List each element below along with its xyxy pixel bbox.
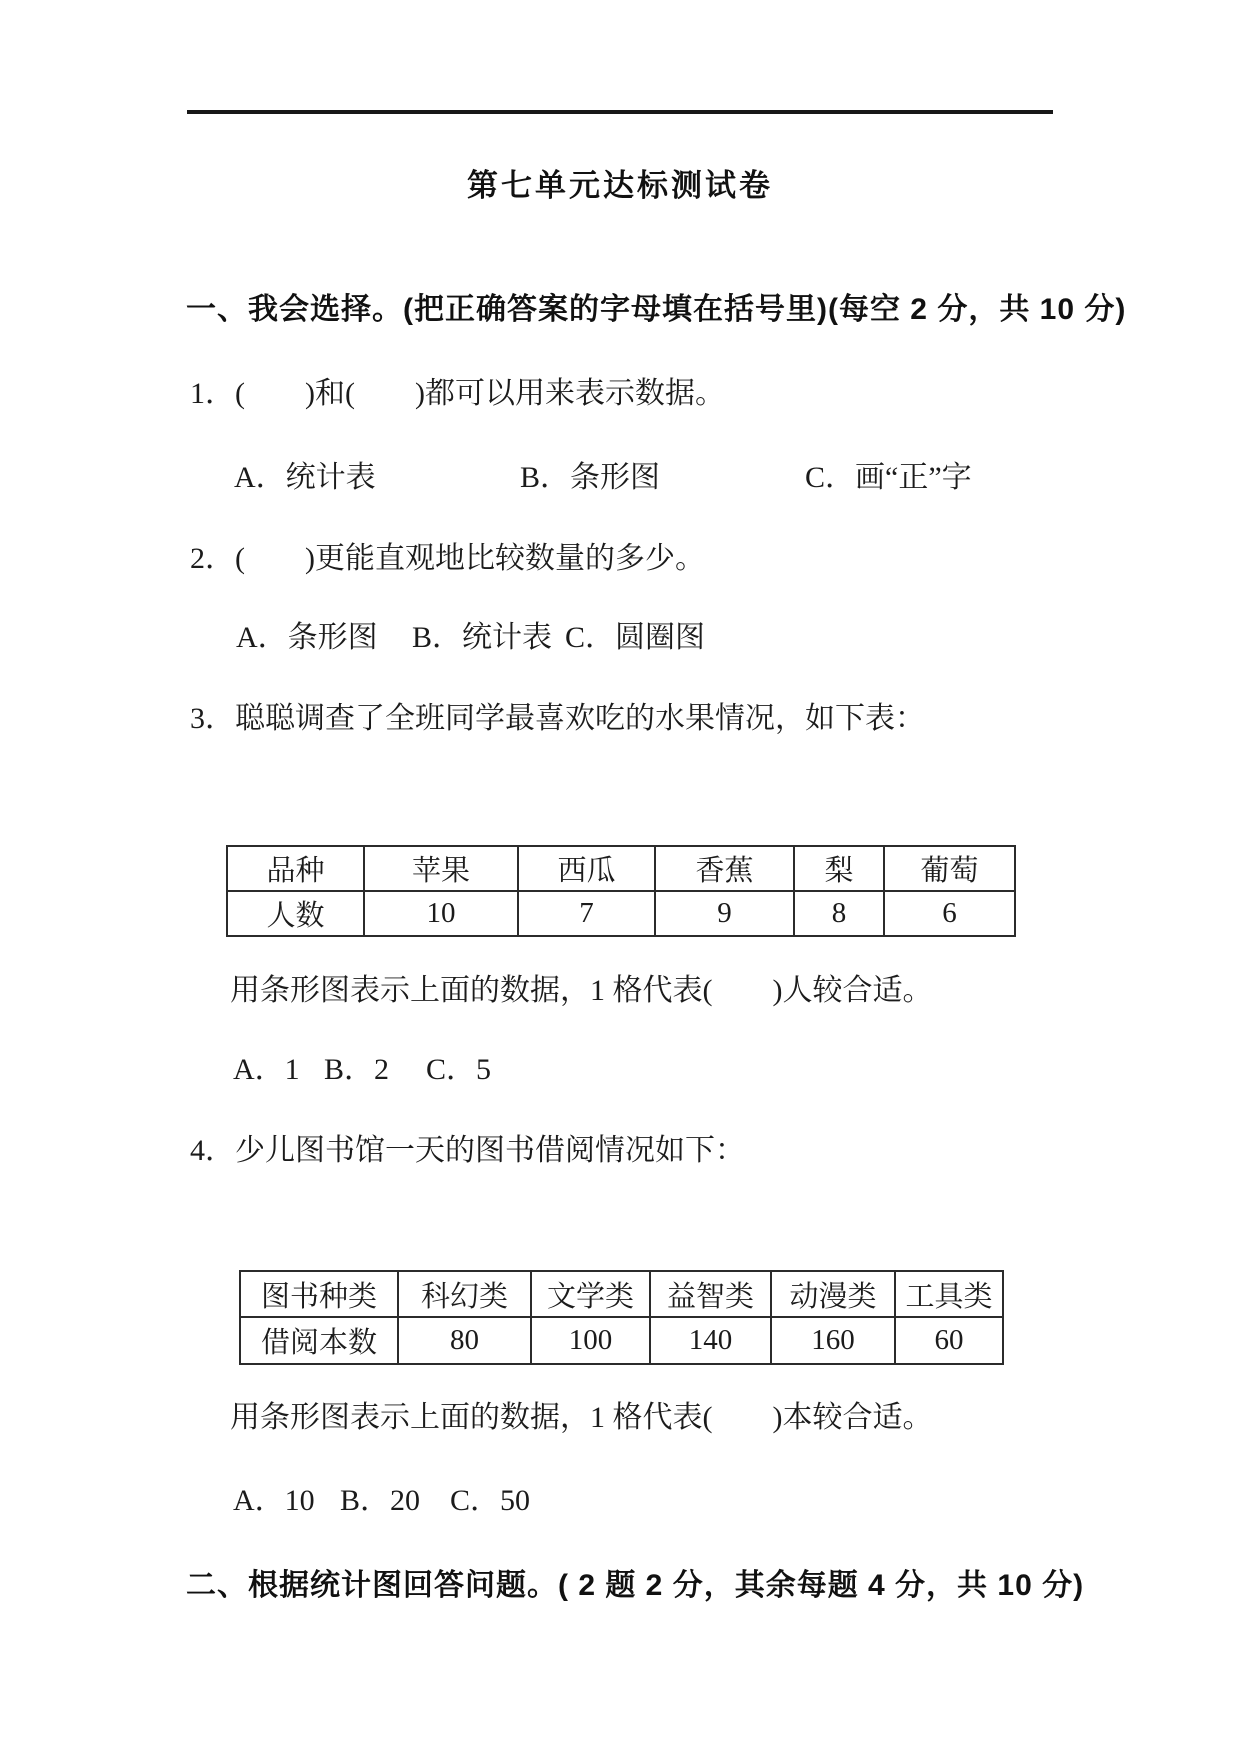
table-cell: 科幻类: [398, 1271, 531, 1317]
question-4-text: 4．少儿图书馆一天的图书借阅情况如下：: [190, 1134, 745, 1167]
question-4-caption: 用条形图表示上面的数据，1 格代表( )本较合适。: [230, 1401, 933, 1434]
question-3-caption: 用条形图表示上面的数据，1 格代表( )人较合适。: [230, 974, 933, 1007]
table-data-row: [240, 1317, 1003, 1364]
table-header-row: [227, 846, 1015, 891]
table-cell: 100: [531, 1317, 650, 1364]
option-a: A．1: [233, 1053, 300, 1086]
option-b: B．20: [340, 1484, 421, 1517]
section-one-heading: 一、我会选择。(把正确答案的字母填在括号里)(每空 2 分，共 10 分): [186, 293, 1127, 326]
table-cell: 人数: [227, 891, 364, 936]
table-cell: 6: [884, 891, 1015, 936]
table-cell: 图书种类: [240, 1271, 398, 1317]
table-cell: 9: [655, 891, 794, 936]
header-rule: [187, 110, 1053, 114]
option-b: B．统计表: [412, 621, 553, 654]
table-cell: 苹果: [364, 846, 518, 891]
table-cell: 西瓜: [518, 846, 655, 891]
fruit-survey-table: [226, 845, 1016, 937]
question-1-options: [0, 452, 1241, 492]
book-borrow-table: [239, 1270, 1004, 1365]
question-4-options: [0, 1475, 1241, 1515]
table-cell: 品种: [227, 846, 364, 891]
question-2-options: [0, 612, 1241, 652]
table-cell: 140: [650, 1317, 771, 1364]
table-header-row: [240, 1271, 1003, 1317]
option-c: C．画“正”字: [805, 461, 972, 494]
table-cell: 文学类: [531, 1271, 650, 1317]
question-1-text: 1．( )和( )都可以用来表示数据。: [190, 377, 725, 410]
option-a: A．统计表: [234, 461, 376, 494]
table-cell: 香蕉: [655, 846, 794, 891]
table-cell: 工具类: [895, 1271, 1003, 1317]
table-cell: 60: [895, 1317, 1003, 1364]
option-c: C．圆圈图: [565, 621, 706, 654]
table-cell: 8: [794, 891, 884, 936]
table-cell: 葡萄: [884, 846, 1015, 891]
question-2-text: 2．( )更能直观地比较数量的多少。: [190, 542, 705, 575]
table-cell: 7: [518, 891, 655, 936]
question-3-options: [0, 1044, 1241, 1084]
option-b: B．2: [324, 1053, 390, 1086]
table-cell: 10: [364, 891, 518, 936]
option-b: B．条形图: [520, 461, 661, 494]
table-cell: 梨: [794, 846, 884, 891]
section-two-heading: 二、根据统计图回答问题。( 2 题 2 分，其余每题 4 分，共 10 分): [186, 1569, 1085, 1602]
table-cell: 益智类: [650, 1271, 771, 1317]
question-3-text: 3．聪聪调查了全班同学最喜欢吃的水果情况，如下表：: [190, 702, 925, 735]
option-a: A．条形图: [236, 621, 378, 654]
option-c: C．5: [426, 1053, 492, 1086]
option-c: C．50: [450, 1484, 531, 1517]
table-cell: 动漫类: [771, 1271, 895, 1317]
option-a: A．10: [233, 1484, 315, 1517]
table-cell: 借阅本数: [240, 1317, 398, 1364]
table-cell: 80: [398, 1317, 531, 1364]
page-title: 第七单元达标测试卷: [467, 168, 773, 203]
table-cell: 160: [771, 1317, 895, 1364]
table-data-row: [227, 891, 1015, 936]
